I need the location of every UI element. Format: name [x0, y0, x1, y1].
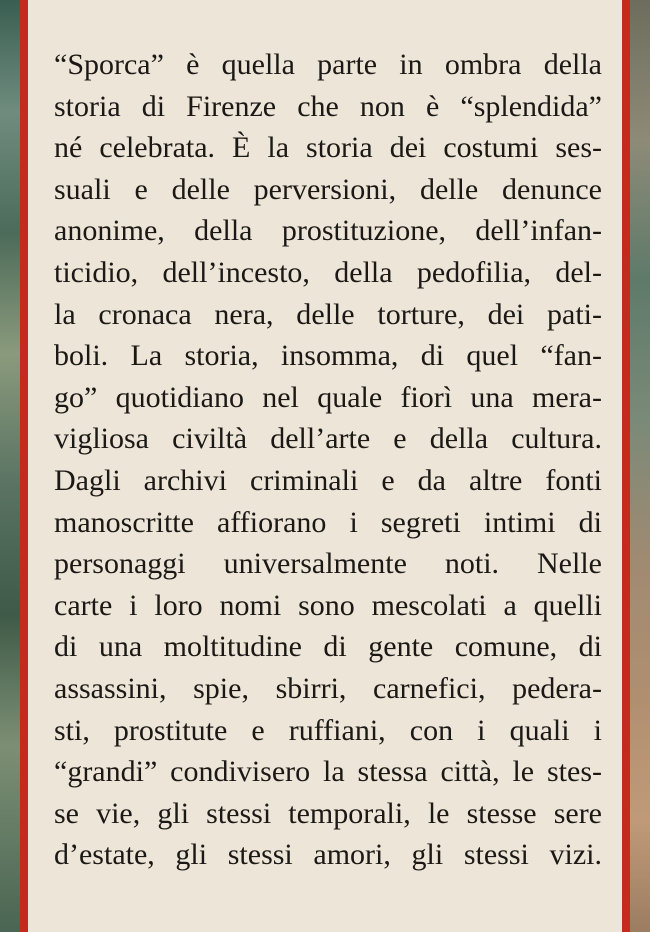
text-line: anonime, della prostituzione, dell’infan-	[54, 214, 602, 248]
text-line: “grandi” condivisero la stessa città, le stes-	[54, 755, 602, 789]
text-line: la cronaca nera, delle torture, dei pati-	[54, 297, 602, 331]
text-line: Dagli archivi criminali e da altre fonti	[54, 463, 602, 497]
text-line: di una moltitudine di gente comune, di	[54, 630, 602, 664]
text-line: personaggi universalmente noti. Nelle	[54, 547, 602, 581]
text-line: suali e delle perversioni, delle denunce	[54, 172, 602, 206]
painted-background-right	[630, 0, 650, 932]
painted-background-left	[0, 0, 20, 932]
text-line: ticidio, dell’incesto, della pedofilia, del-	[54, 255, 602, 289]
text-line: vigliosa civiltà dell’arte e della cultura.	[54, 422, 602, 456]
blurb-paragraph	[54, 44, 602, 876]
text-line: d’estate, gli stessi amori, gli stessi vizi.	[54, 838, 602, 872]
text-line: assassini, spie, sbirri, carnefici, pedera-	[54, 671, 602, 705]
text-line: manoscritte affiorano i segreti intimi di	[54, 505, 602, 539]
text-line: “Sporca” è quella parte in ombra della	[54, 48, 602, 81]
text-line: boli. La storia, insomma, di quel “fan-	[54, 339, 602, 373]
text-line: né celebrata. È la storia dei costumi ses-	[54, 131, 602, 165]
text-line: storia di Firenze che non è “splendida”	[54, 89, 602, 123]
text-line: sti, prostitute e ruffiani, con i quali i	[54, 713, 602, 747]
text-line: go” quotidiano nel quale fiorì una mera-	[54, 380, 602, 414]
text-line: carte i loro nomi sono mescolati a quelli	[54, 588, 602, 622]
text-line: se vie, gli stessi temporali, le stesse sere	[54, 796, 602, 830]
